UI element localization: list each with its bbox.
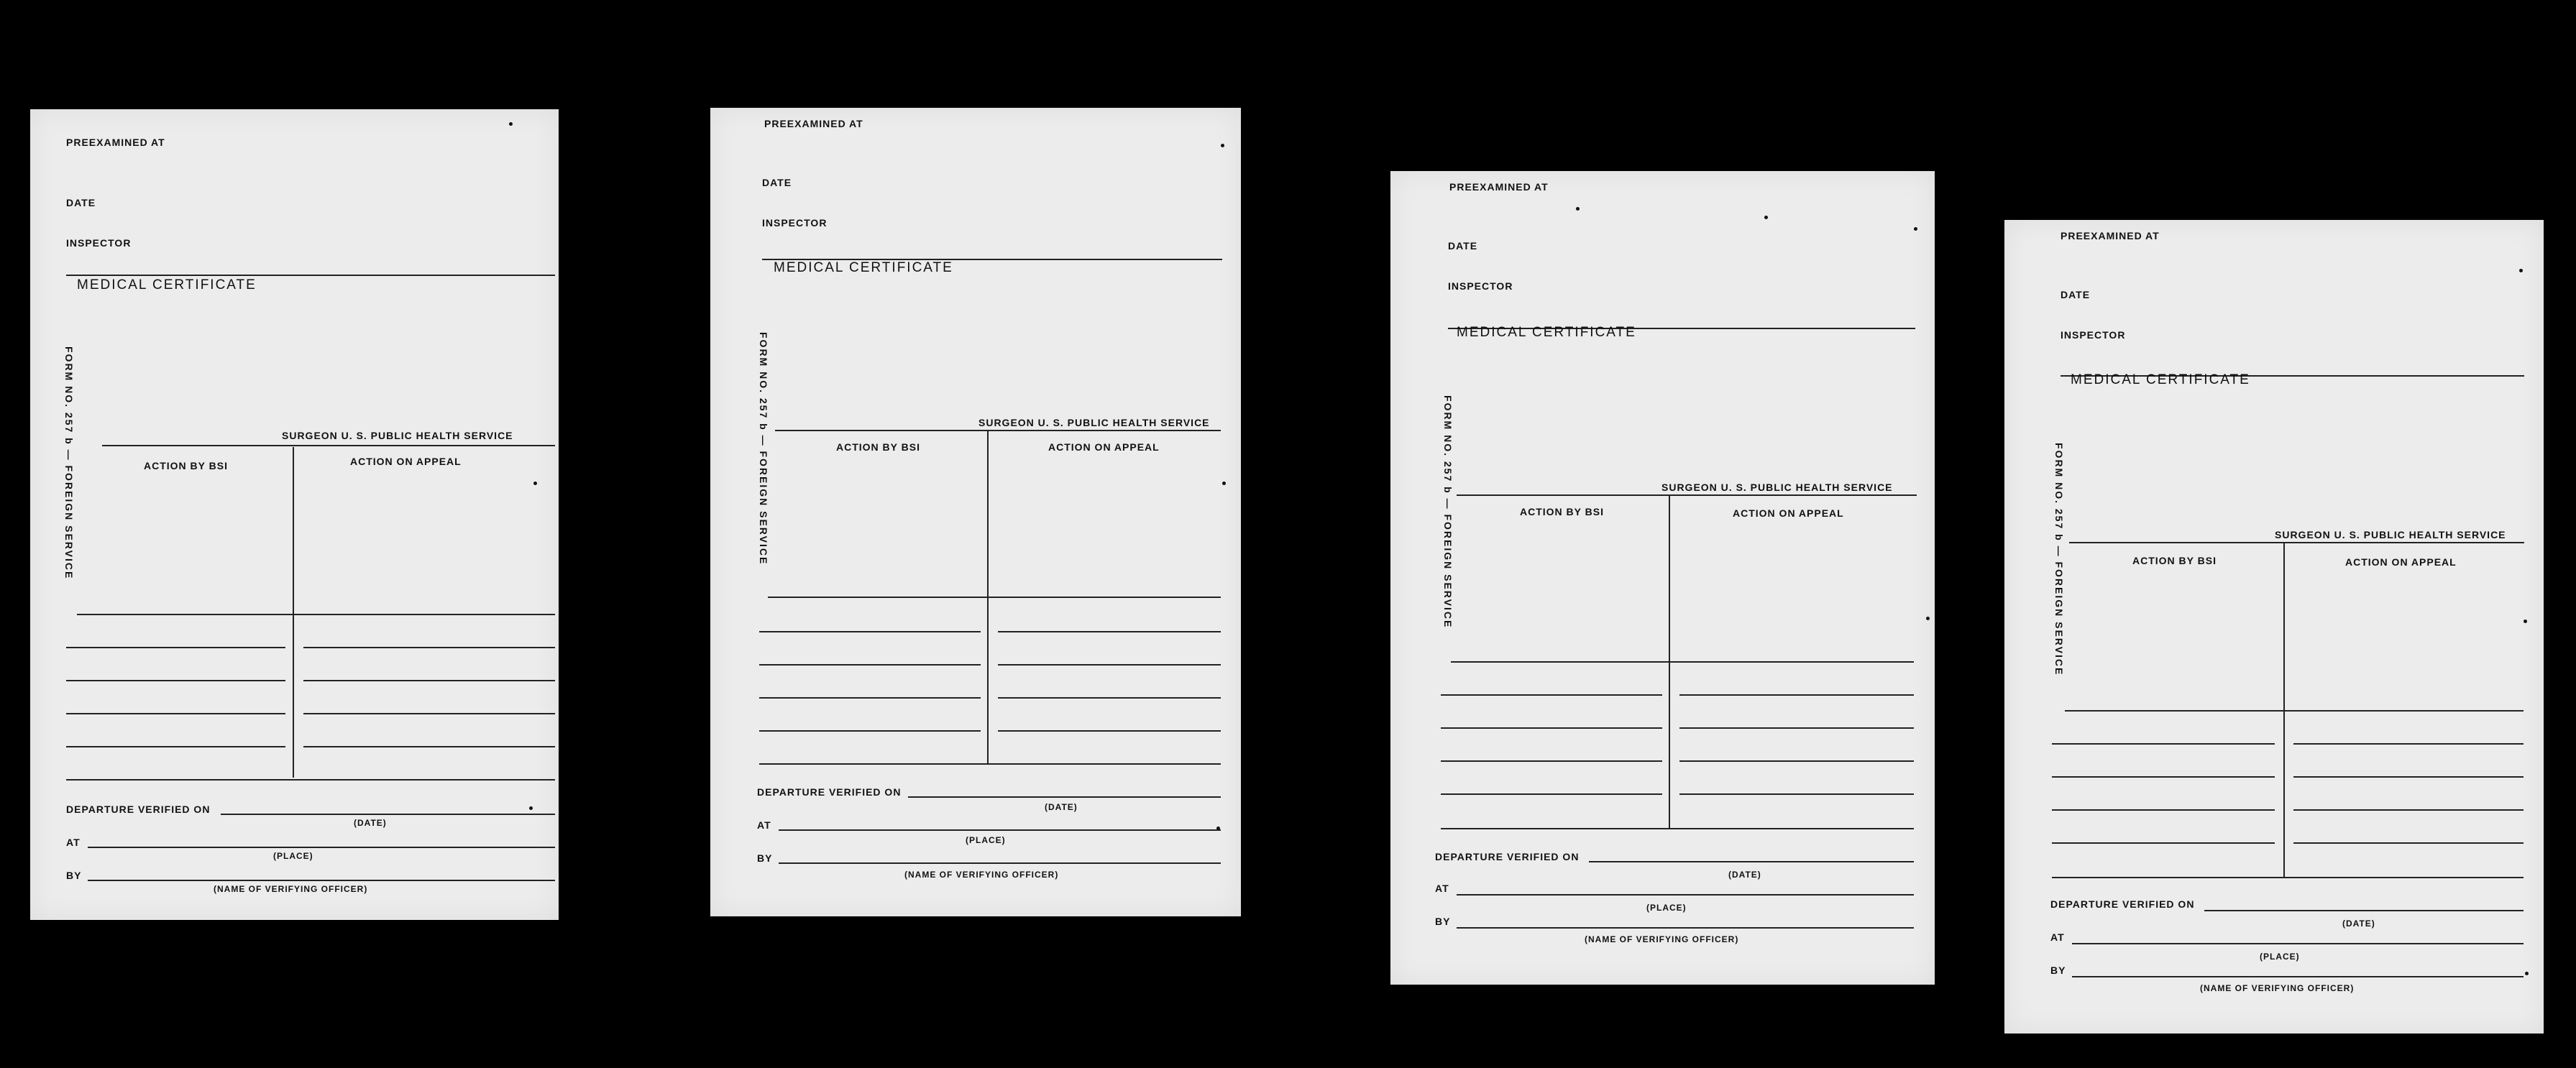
footer-rule xyxy=(2052,877,2524,878)
appeal-rule xyxy=(998,730,1221,732)
date-caption: (DATE) xyxy=(354,818,387,828)
bsi-rule xyxy=(759,697,981,699)
footer-rule xyxy=(66,779,555,781)
by-rule xyxy=(2072,976,2524,977)
departure-label: DEPARTURE VERIFIED ON xyxy=(66,804,211,815)
bsi-rule xyxy=(66,713,285,714)
by-label: BY xyxy=(66,870,82,881)
appeal-rule xyxy=(998,664,1221,666)
ink-speck xyxy=(2519,269,2523,272)
bsi-rule xyxy=(2052,842,2275,844)
bsi-rule xyxy=(1441,694,1662,696)
ink-speck xyxy=(533,482,537,485)
at-rule xyxy=(1457,894,1914,896)
date-label: DATE xyxy=(2061,289,2091,300)
appeal-rule xyxy=(1679,760,1914,762)
form-number-label: FORM NO. 257 b — FOREIGN SERVICE xyxy=(758,332,769,566)
action-bsi-label: ACTION BY BSI xyxy=(144,460,228,471)
at-label: AT xyxy=(66,837,81,848)
bsi-rule xyxy=(1441,793,1662,795)
appeal-rule xyxy=(1679,793,1914,795)
ink-speck xyxy=(1576,207,1580,211)
action-appeal-label: ACTION ON APPEAL xyxy=(350,456,462,467)
appeal-rule xyxy=(2293,776,2524,778)
appeal-rule xyxy=(2293,743,2524,745)
surgeon-rule xyxy=(2069,542,2524,543)
surgeon-rule xyxy=(775,430,1221,431)
bsi-rule xyxy=(66,746,285,747)
action-appeal-label: ACTION ON APPEAL xyxy=(2345,556,2457,568)
date-label: DATE xyxy=(762,177,792,188)
action-appeal-label: ACTION ON APPEAL xyxy=(1048,441,1160,453)
ink-speck xyxy=(1222,482,1226,485)
place-caption: (PLACE) xyxy=(273,851,313,861)
footer-rule xyxy=(759,763,1221,765)
appeal-rule xyxy=(1679,694,1914,696)
action-appeal-label: ACTION ON APPEAL xyxy=(1733,507,1844,519)
surgeon-rule xyxy=(1457,494,1917,496)
departure-rule xyxy=(1589,861,1914,862)
ink-speck xyxy=(1221,144,1224,147)
inspector-label: INSPECTOR xyxy=(66,237,132,249)
appeal-rule xyxy=(303,746,555,747)
by-label: BY xyxy=(1435,916,1451,927)
officer-caption: (NAME OF VERIFYING OFFICER) xyxy=(2200,983,2355,993)
departure-rule xyxy=(908,796,1221,798)
at-rule xyxy=(88,847,555,848)
surgeon-label: SURGEON U. S. PUBLIC HEALTH SERVICE xyxy=(282,430,513,441)
bsi-rule xyxy=(2052,743,2275,745)
departure-rule xyxy=(221,814,555,815)
appeal-rule xyxy=(303,647,555,648)
appeal-rule xyxy=(2293,842,2524,844)
preexamined-label: PREEXAMINED AT xyxy=(2061,230,2160,241)
preexamined-label: PREEXAMINED AT xyxy=(66,137,165,148)
at-label: AT xyxy=(757,819,771,831)
by-rule xyxy=(88,880,555,881)
bsi-rule xyxy=(1441,727,1662,729)
action-rule xyxy=(77,614,555,615)
form-card-1 xyxy=(30,109,559,920)
ink-speck xyxy=(1914,227,1917,231)
appeal-rule xyxy=(303,713,555,714)
medical-certificate-label: MEDICAL CERTIFICATE xyxy=(774,260,953,275)
by-label: BY xyxy=(757,852,773,864)
bsi-rule xyxy=(759,730,981,732)
preexamined-label: PREEXAMINED AT xyxy=(1449,181,1549,193)
at-label: AT xyxy=(2050,931,2065,943)
place-caption: (PLACE) xyxy=(1646,903,1687,913)
date-caption: (DATE) xyxy=(1728,870,1761,880)
by-label: BY xyxy=(2050,965,2066,976)
ink-speck xyxy=(509,122,513,126)
ink-speck xyxy=(1216,827,1220,830)
departure-label: DEPARTURE VERIFIED ON xyxy=(1435,851,1580,862)
footer-rule xyxy=(1441,828,1914,829)
form-card-2 xyxy=(710,108,1241,916)
inspector-label: INSPECTOR xyxy=(762,217,828,229)
medical-certificate-label: MEDICAL CERTIFICATE xyxy=(1457,325,1636,340)
officer-caption: (NAME OF VERIFYING OFFICER) xyxy=(214,884,368,894)
column-divider xyxy=(293,447,294,778)
form-card-4 xyxy=(2004,220,2544,1034)
preexamined-label: PREEXAMINED AT xyxy=(764,118,863,129)
at-rule xyxy=(779,829,1221,831)
bsi-rule xyxy=(66,647,285,648)
form-card-3 xyxy=(1390,171,1935,985)
appeal-rule xyxy=(998,631,1221,632)
bsi-rule xyxy=(759,664,981,666)
action-bsi-label: ACTION BY BSI xyxy=(836,441,920,453)
surgeon-label: SURGEON U. S. PUBLIC HEALTH SERVICE xyxy=(978,417,1210,428)
ink-speck xyxy=(2524,620,2527,623)
at-label: AT xyxy=(1435,883,1449,894)
action-bsi-label: ACTION BY BSI xyxy=(1520,506,1604,517)
appeal-rule xyxy=(998,697,1221,699)
appeal-rule xyxy=(2293,809,2524,811)
inspector-label: INSPECTOR xyxy=(2061,329,2126,341)
by-rule xyxy=(1457,927,1914,929)
departure-label: DEPARTURE VERIFIED ON xyxy=(2050,898,2195,910)
ink-speck xyxy=(1926,617,1930,620)
appeal-rule xyxy=(303,680,555,681)
by-rule xyxy=(779,862,1221,864)
medical-certificate-label: MEDICAL CERTIFICATE xyxy=(77,277,257,293)
bsi-rule xyxy=(1441,760,1662,762)
action-rule xyxy=(768,597,1221,598)
appeal-rule xyxy=(1679,727,1914,729)
at-rule xyxy=(2072,943,2524,944)
action-rule xyxy=(2065,710,2524,712)
ink-speck xyxy=(1764,216,1768,219)
bsi-rule xyxy=(759,631,981,632)
officer-caption: (NAME OF VERIFYING OFFICER) xyxy=(1585,934,1739,944)
form-number-label: FORM NO. 257 b — FOREIGN SERVICE xyxy=(1442,395,1454,629)
surgeon-rule xyxy=(102,445,555,446)
bsi-rule xyxy=(66,680,285,681)
form-number-label: FORM NO. 257 b — FOREIGN SERVICE xyxy=(2053,443,2065,676)
surgeon-label: SURGEON U. S. PUBLIC HEALTH SERVICE xyxy=(2275,529,2506,540)
form-number-label: FORM NO. 257 b — FOREIGN SERVICE xyxy=(63,346,75,580)
date-caption: (DATE) xyxy=(2342,919,2375,929)
surgeon-label: SURGEON U. S. PUBLIC HEALTH SERVICE xyxy=(1661,482,1893,493)
departure-rule xyxy=(2204,910,2524,911)
date-label: DATE xyxy=(66,197,96,208)
date-caption: (DATE) xyxy=(1045,802,1078,812)
departure-label: DEPARTURE VERIFIED ON xyxy=(757,786,902,798)
inspector-label: INSPECTOR xyxy=(1448,280,1513,292)
ink-speck xyxy=(529,806,533,810)
bsi-rule xyxy=(2052,809,2275,811)
place-caption: (PLACE) xyxy=(2260,952,2300,962)
action-bsi-label: ACTION BY BSI xyxy=(2132,555,2217,566)
certificate-rule xyxy=(66,275,555,276)
date-label: DATE xyxy=(1448,240,1478,252)
bsi-rule xyxy=(2052,776,2275,778)
place-caption: (PLACE) xyxy=(966,835,1006,845)
ink-speck xyxy=(2525,972,2529,975)
officer-caption: (NAME OF VERIFYING OFFICER) xyxy=(904,870,1059,880)
action-rule xyxy=(1451,661,1914,663)
medical-certificate-label: MEDICAL CERTIFICATE xyxy=(2071,372,2250,387)
